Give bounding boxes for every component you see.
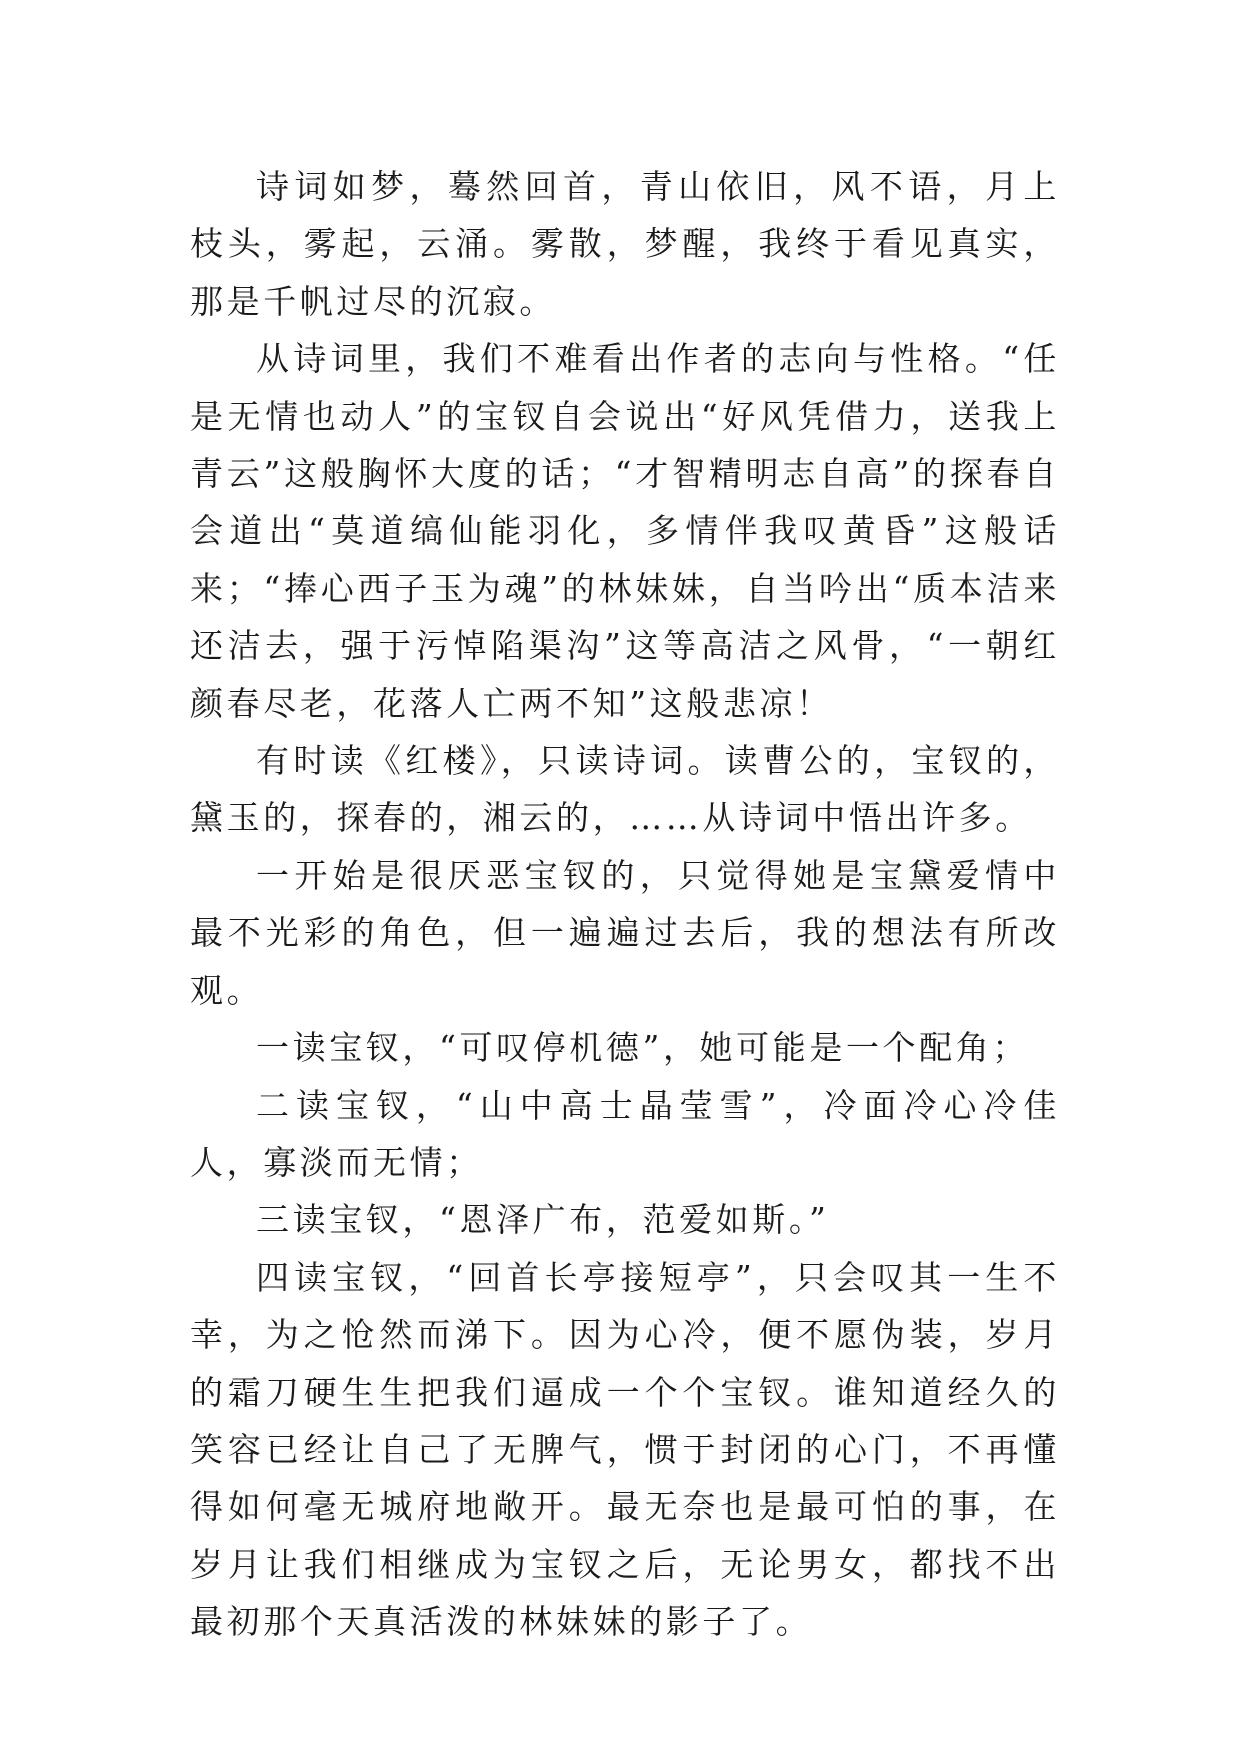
document-body xyxy=(190,158,1060,1651)
paragraph: 有时读《红楼》，只读诗词。读曹公的，宝钗的，黛玉的，探春的，湘云的，……从诗词中悟出许多。 xyxy=(190,741,1060,838)
paragraph: 从诗词里，我们不难看出作者的志向与性格。“任是无情也动人”的宝钗自会说出“好风凭借力，送我上青云”这般胸怀大度的话；“才智精明志自高”的探春自会道出“莫道缟仙能羽化，多情伴我叹黄昏”这般话来；“捧心西子玉为魂”的林妹妹，自当吟出“质本洁来还洁去，强于污悼陷渠沟”这等高洁之风骨，“一朝红颜春尽老，花落人亡两不知”这般悲凉！ xyxy=(190,339,1060,723)
paragraph: 二读宝钗，“山中高士晶莹雪”，冷面冷心冷佳人，寡淡而无情； xyxy=(190,1085,1060,1182)
paragraph: 三读宝钗，“恩泽广布，范爱如斯。” xyxy=(256,1200,830,1240)
paragraph: 诗词如梦，蓦然回首，青山依旧，风不语，月上枝头，雾起，云涌。雾散，梦醒，我终于看见真实，那是千帆过尽的沉寂。 xyxy=(190,167,1060,321)
paragraph: 四读宝钗，“回首长亭接短亭”，只会叹其一生不幸，为之怆然而涕下。因为心冷，便不愿伪装，岁月的霜刀硬生生把我们逼成一个个宝钗。谁知道经久的笑容已经让自己了无脾气，惯于封闭的心门，不再懂得如何毫无城府地敞开。最无奈也是最可怕的事，在岁月让我们相继成为宝钗之后，无论男女，都找不出最初那个天真活泼的林妹妹的影子了。 xyxy=(190,1257,1060,1642)
paragraph: 一开始是很厌恶宝钗的，只觉得她是宝黛爱情中最不光彩的角色，但一遍遍过去后，我的想法有所改观。 xyxy=(190,855,1060,1010)
paragraph: 一读宝钗，“可叹停机德”，她可能是一个配角； xyxy=(256,1028,1029,1068)
